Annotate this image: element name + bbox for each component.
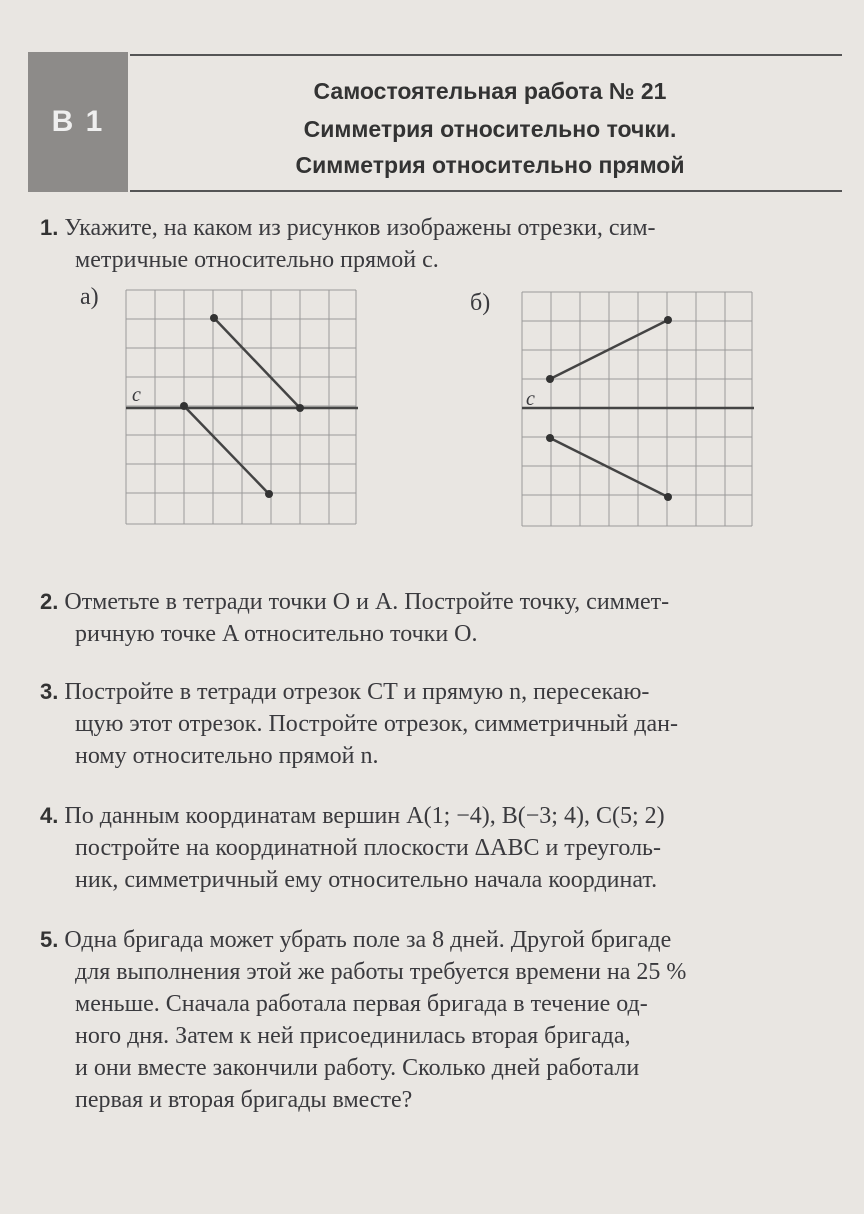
task-number: 5. [40,927,59,952]
task-4 [40,800,840,896]
task-text-line: Постройте в тетради отрезок CT и прямую n, пересекаю- [64,679,650,705]
task-5 [40,924,840,1116]
segment-upper [214,318,300,408]
topic-line-2: Симметрия относительно прямой [295,152,685,178]
segment-lower [184,406,269,494]
variant-badge: В 1 [28,52,128,192]
line-c-label-b: c [526,388,535,410]
task-text-line: ного дня. Затем к ней присоединилась вторая бригада, [75,1023,631,1049]
task-number: 1. [40,215,59,240]
header-top-rule [130,54,842,56]
task-text-line: ричную точке A относительно точки O. [75,621,478,647]
task-text-line: для выполнения этой же работы требуется времени на 25 % [75,959,687,985]
figure-b-label: б) [470,290,491,316]
task-text-line: Одна бригада может убрать поле за 8 дней. Другой бригаде [64,927,672,953]
figure-b-grid [516,290,756,530]
header-bottom-rule [130,190,842,192]
task-2 [40,586,840,650]
task-text-line: щую этот отрезок. Постройте отрезок, симметричный дан- [75,711,678,737]
figure-a-label: а) [80,284,99,310]
task-text-line: ному относительно прямой n. [75,743,379,769]
task-text-line: Укажите, на каком из рисунков изображены отрезки, сим- [64,215,656,241]
figure-a-grid [124,288,360,528]
task-1 [40,212,840,276]
task-3 [40,676,840,772]
worksheet-title: Самостоятельная работа № 21 [313,78,667,104]
task-number: 3. [40,679,59,704]
task-text-line: ник, симметричный ему относительно начала координат. [75,867,658,893]
task-text-line: постройте на координатной плоскости ΔABC и треуголь- [75,835,661,861]
task-text-line: первая и вторая бригады вместе? [75,1087,413,1113]
line-c-label-a: c [132,384,141,406]
topic-line-1: Симметрия относительно точки. [303,116,677,142]
task-text-line: По данным координатам вершин A(1; −4), B(−3; 4), C(5; 2) [64,803,665,829]
task-text-line: меньше. Сначала работала первая бригада в течение од- [75,991,648,1017]
task-number: 2. [40,589,59,614]
task-text-line: метричные относительно прямой c. [75,247,439,273]
task-text-line: и они вместе закончили работу. Сколько дней работали [75,1055,640,1081]
task-text-line: Отметьте в тетради точки O и A. Постройте точку, симмет- [64,589,670,615]
task-number: 4. [40,803,59,828]
